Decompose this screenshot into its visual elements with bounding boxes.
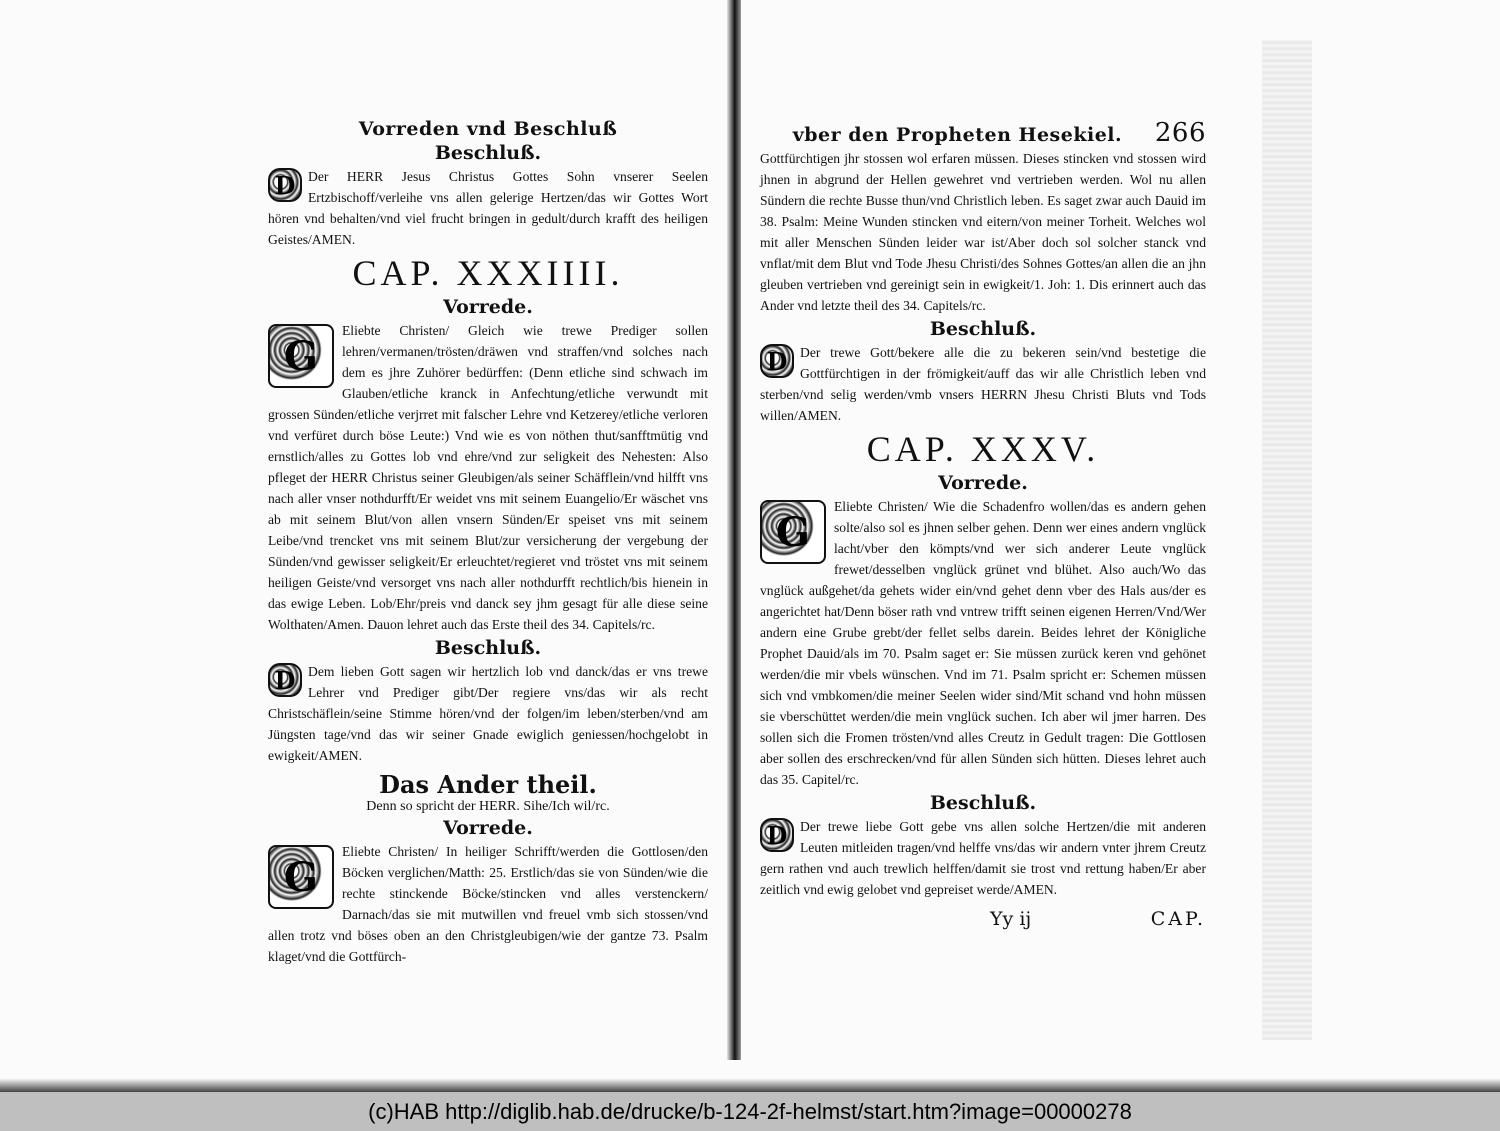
initial-g-icon: G	[268, 324, 334, 388]
initial-g-icon: G	[760, 500, 826, 564]
vorrede-body-2: Eliebte Christen/ In heiliger Schrifft/werden die Gottlosen/den Böcken verglichen/Matth: 25. Erstlich/das sie von Sünden/wie die rechte stinckende Böcke/stincken vnd alles verstenckern/ Darnach/das sie mit mutwillen vnd freuel vmb sich stossen/vnd allen trotz vnd böses oben an den Christgleubigen/wie der gantze 73. Psalm klaget/vnd die Gottfürch-	[268, 844, 708, 964]
beschluss-text	[268, 166, 708, 250]
beschluss-heading: Beschluß.	[929, 318, 1037, 340]
vorrede-text-2	[268, 841, 708, 967]
vorrede-heading: Vorrede.	[443, 296, 533, 318]
page-footer	[760, 908, 1206, 930]
continued-text: Gottfürchtigen jhr stossen wol erfaren müssen. Dieses stincken vnd stossen wird jhnen in abgrund der Hellen gewehret vnd vertrieben werden. Wol nu allen Sündern die rechte Busse thun/vnd Christlich leben. Es saget zwar auch Dauid im 38. Psalm: Meine Wunden stincken vnd eitern/von meiner Torheit. Welches wol mit aller Menschen Sünden leider war ist/Aber doch sol solcher stanck vnd vnflat/mit dem Blut vnd Tode Jhesu Christi/des Sohnes Gottes/an allen die an jhn gleuben vertrieben vnd gereinigt sein in ewigkeit/1. Joh: 1. Dis erinnert auch das Ander vnd letzte theil des 34. Capitels/rc.	[760, 151, 1206, 313]
running-head-text: Vorreden vnd Beschluß	[358, 118, 618, 140]
beschluss-body-2: Dem lieben Gott sagen wir hertzlich lob vnd danck/das er vns trewe Lehrer vnd Prediger gibt/Der regiere vns/das wir als recht Christschäflein/seine Stimme hören/vnd der folgen/im leben/sterben/vnd am Jüngsten tage/vnd das wir seiner Gnade ewiglich geniessen/hochgelobt in ewigkeit/AMEN.	[268, 664, 708, 763]
vorrede-heading: Vorrede.	[938, 472, 1028, 494]
running-head-right	[760, 118, 1206, 148]
beschluss-body: Der HERR Jesus Christus Gottes Sohn vnserer Seelen Ertzbischoff/verleihe vns allen gelerige Hertzen/das wir Gottes Wort hören vnd behalten/vnd viel frucht bringen in gedult/durch krafft des heiligen Geistes/AMEN.	[268, 169, 708, 247]
beschluss-text-2	[268, 661, 708, 766]
beschluss-body: Der trewe Gott/bekere alle die zu bekeren sein/vnd bestetige die Gottfürchtigen in der frömigkeit/auff das wir alle Christlich leben vnd sterben/vnd selig werden/vmb vnsers HERRN Jhesu Christi Bluts vnd Tods willen/AMEN.	[760, 345, 1206, 423]
chapter-heading: CAP. XXXV.	[866, 429, 1100, 469]
initial-d-icon: D	[760, 818, 794, 852]
beschluss-heading-2: Beschluß.	[929, 792, 1037, 814]
credit-bar: (c)HAB http://diglib.hab.de/drucke/b-124-2f-helmst/start.htm?image=00000278	[0, 1092, 1500, 1131]
beschluss-body-2: Der trewe liebe Gott gebe vns allen solche Hertzen/die mit anderen Leuten mitleiden tragen/vnd helffe vns/das wir andern vnter jhrem Creutz gern rathen vnd auch trewlich helffen/damit sie trost vnd rettung haben/Er aber zeitlich vnd ewig gelobet vnd gepreiset werde/AMEN.	[760, 819, 1206, 897]
page-edge	[1262, 40, 1312, 1040]
section-heading: Das Ander theil.	[379, 770, 597, 799]
catchword: CAP.	[1150, 908, 1206, 930]
page-number: 266	[1154, 118, 1206, 148]
chapter-heading: CAP. XXXIIII.	[352, 253, 624, 293]
running-head-left	[268, 118, 708, 140]
beschluss-text	[760, 342, 1206, 426]
section-subheading: Denn so spricht der HERR. Sihe/Ich wil/rc.	[366, 799, 610, 814]
left-page	[268, 118, 708, 967]
book-gutter	[727, 0, 741, 1060]
beschluss-text-2	[760, 816, 1206, 900]
initial-d-icon: D	[268, 663, 302, 697]
signature-mark: Yy ij	[990, 908, 1032, 930]
bottom-shadow	[0, 1078, 1500, 1092]
initial-d-icon: D	[760, 344, 794, 378]
vorrede-body: Eliebte Christen/ Wie die Schadenfro wollen/das es andern gehen solte/also sol es jhnen selber gehen. Denn wer eines andern vnglück lacht/vber den kömpts/vnd wer sich anderer Leute vnglück frewet/desselben vnglück grünet vnd blühet. Also auch/Wo das vnglück außgehet/da gehets wider ein/vnd gehet denn vber des Hals aus/der es angerichtet hat/Denn böser rath vnd vntrew trifft seinen eigenen Herren/Vnd/Wer andern eine Grube grebt/der fellet selbs darein. Beides lehret der Königliche Prophet Dauid/als im 70. Psalm saget er: Sie müssen zurück keren vnd gehönet werden/die mir vbels wünschen. Vnd im 71. Psalm spricht er: Schemen müssen sich vnd vmbkomen/die meiner Seelen wider sind/Mit schand vnd hohn müssen sie vberschüttet werden/die mein vnglück suchen. Ich aber wil jmer harren. Des sollen sich die Fromen trösten/vnd alles Creutz in Gedult tragen: Die Gottlosen aber sollen des erschrecken/vnd für allen Sünden sich hütten. Dieses lehret auch das 35. Capitel/rc.	[760, 499, 1206, 787]
initial-d-icon: D	[268, 168, 302, 202]
beschluss-heading-2: Beschluß.	[434, 637, 542, 659]
running-head-text: vber den Propheten Hesekiel.	[792, 124, 1123, 146]
vorrede-body: Eliebte Christen/ Gleich wie trewe Prediger sollen lehren/vermanen/trösten/dräwen vnd straffen/vnd solches nach dem es jhre Zuhörer bedürffen: (Denn etliche sind schwach im Glauben/etliche kranck in Anfechtung/etliche verwundt mit grossen Sünden/etliche verjrret mit falscher Lehre vnd Ketzerey/etliche verloren vnd verfüret durch böse Leute:) Vnd wie es von nöthen thut/sanfftmütig vnd ernstlich/alles zu Gottes lob vnd ehre/vnd zur seligkeit des Nehesten: Also pfleget der HERR Christus seiner Gleubigen/als seiner Schäfflein/vnd hilfft vns nach aller vnser nothdurfft/Er weidet vns mit seinem Euangelio/Er wäschet vns ab mit seinem Blut/von allen vnsern Sünden/Er speiset vns mit seinem Leibe/vnd trencket vns mit seinem Blut/zur versicherung der vergebung der Sünden/vnd gewisser seligkeit/Er erleuchtet/regieret vnd tröstet vns mit seinem heiligen Geiste/vnd versorget vns nach aller nothdurfft rechtlich/bis hienein in das ewige Leben. Lob/Ehr/preis vnd danck sey jhm gesagt für alle diese seine Wolthaten/Amen. Dauon lehret auch das Erste theil des 34. Capitels/rc.	[268, 323, 708, 632]
beschluss-heading: Beschluß.	[434, 142, 542, 164]
right-page	[760, 118, 1206, 930]
initial-g-icon: G	[268, 845, 334, 909]
vorrede-heading-2: Vorrede.	[443, 817, 533, 839]
vorrede-text	[760, 496, 1206, 790]
vorrede-text	[268, 320, 708, 635]
